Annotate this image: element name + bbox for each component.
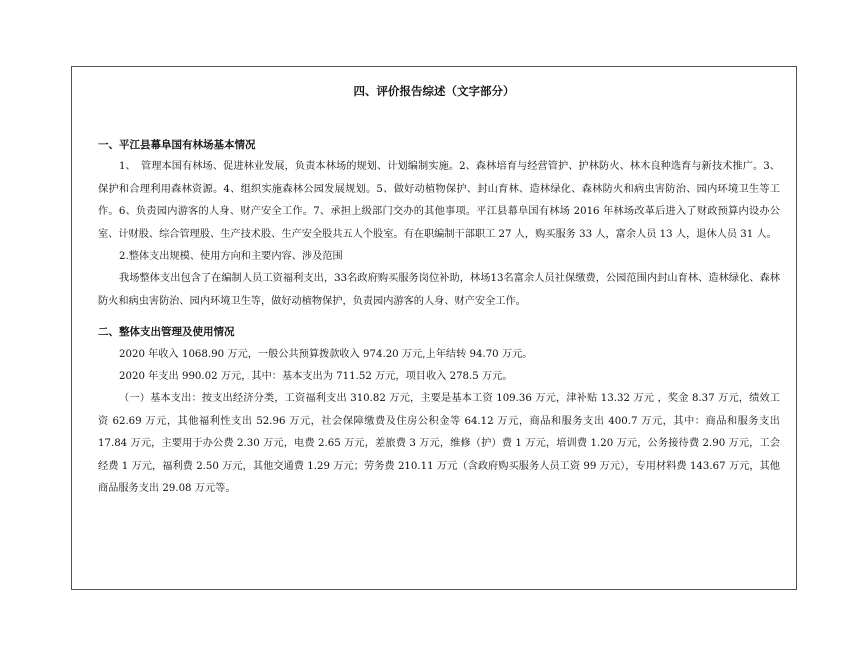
report-content [98,134,780,501]
section-2-paragraph-3: （一）基本支出：按支出经济分类，工资福利支出 310.82 万元，主要是基本工资 109.36 万元，津补贴 13.32 万元 ，奖金 8.37 万元，绩效工资 62.69 万元，其他福利性支出 52.96 万元，社会保障缴费及住房公积金等 64.12 万元，商品和服务支出 400.7 万元，其中：商品和服务支出 17.84 万元，主要用于办公费 2.30 万元，电费 2.65 万元，差旅费 3 万元，维修（护）费 1 万元，培训费 1.20 万元，公务接待费 2.90 万元，工会经费 1 万元，福利费 2.50 万元，其他交通费 1.29 万元；劳务费 210.11 万元（含政府购买服务人员工资 99 万元），专用材料费 143.67 万元，其他商品服务支出 29.08 万元等。 [98,393,780,495]
section-1-paragraph-2: 2.整体支出规模、使用方向和主要内容、涉及范围 [119,251,343,263]
section-1-paragraph-3: 我场整体支出包含了在编制人员工资福利支出，33名政府购买服务岗位补助，林场13名富余人员社保缴费，公园范围内封山育林、造林绿化、森林防火和病虫害防治、园内环境卫生等，做好动植物保护，负责园内游客的人身、财产安全工作。 [98,273,780,307]
section-2-paragraph-1: 2020 年收入 1068.90 万元，一般公共预算拨款收入 974.20 万元,上年结转 94.70 万元。 [119,348,533,360]
section-2-paragraph-2: 2020 年支出 990.02 万元，其中：基本支出为 711.52 万元，项目收入 278.5 万元。 [119,371,513,383]
section-2-heading: 二、整体支出管理及使用情况 [98,326,235,339]
spacer [98,313,780,321]
section-1-heading: 一、平江县幕阜国有林场基本情况 [98,139,256,151]
report-frame [71,66,797,590]
report-title: 四、评价报告综述（文字部分） [353,84,515,98]
section-1-paragraph-1: 1、 管理本国有林场、促进林业发展，负责本林场的规划、计划编制实施。2、森林培育与经营管护、护林防火、林木良种选育与新技术推广。3、保护和合理利用森林资源。4、组织实施森林公园发展规划。5、做好动植物保护、封山育林、造林绿化、森林防火和病虫害防治、园内环境卫生等工作。6、负责园内游客的人身、财产安全工作。7、承担上级部门交办的其他事项。平江县幕阜国有林场 2016 年林场改革后进入了财政预算内设办公室、计财股、综合管理股、生产技术股、生产安全股共五人个股室。有在职编制干部职工 27 人，购买服务 33 人，富余人员 13 人，退休人员 31 人。 [98,161,780,240]
